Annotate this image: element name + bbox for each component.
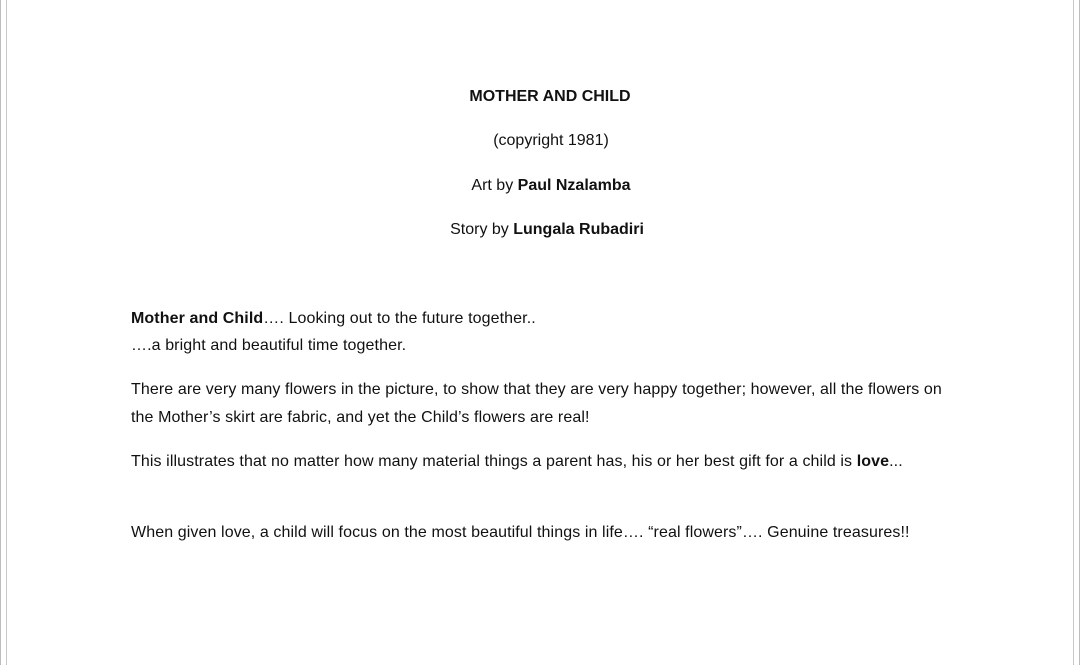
- art-credit: [1, 176, 1080, 196]
- art-credit-prefix: Art by: [471, 177, 518, 194]
- intro-rest: …. Looking out to the future together..: [263, 310, 536, 327]
- paragraph-flowers: There are very many flowers in the picture, to show that they are very happy together; however, all the flowers on the Mother’s skirt are fabric, and yet the Child’s flowers are real!: [131, 381, 942, 426]
- paragraph-intro-line-2: ….a bright and beautiful time together.: [131, 337, 407, 354]
- story-credit-prefix: Story by: [450, 221, 514, 238]
- love-text: This illustrates that no matter how many material things a parent has, his or her best gift for a child is: [131, 453, 857, 470]
- paragraph-intro: [131, 305, 961, 359]
- paragraph-treasures: When given love, a child will focus on the most beautiful things in life…. “real flowers”…. Genuine treasures!!: [131, 524, 910, 541]
- author-name: Lungala Rubadiri: [513, 221, 644, 238]
- copyright-line: (copyright 1981): [493, 132, 609, 149]
- intro-bold-phrase: Mother and Child: [131, 310, 264, 327]
- paragraph-intro-line-1: [131, 305, 961, 332]
- story-credit: [1, 220, 1080, 240]
- document-title: MOTHER AND CHILD: [469, 88, 631, 105]
- love-ellipsis: ...: [889, 453, 903, 470]
- love-bold-word: love: [856, 453, 890, 470]
- artist-name: Paul Nzalamba: [517, 177, 631, 194]
- paragraph-love: [131, 448, 961, 476]
